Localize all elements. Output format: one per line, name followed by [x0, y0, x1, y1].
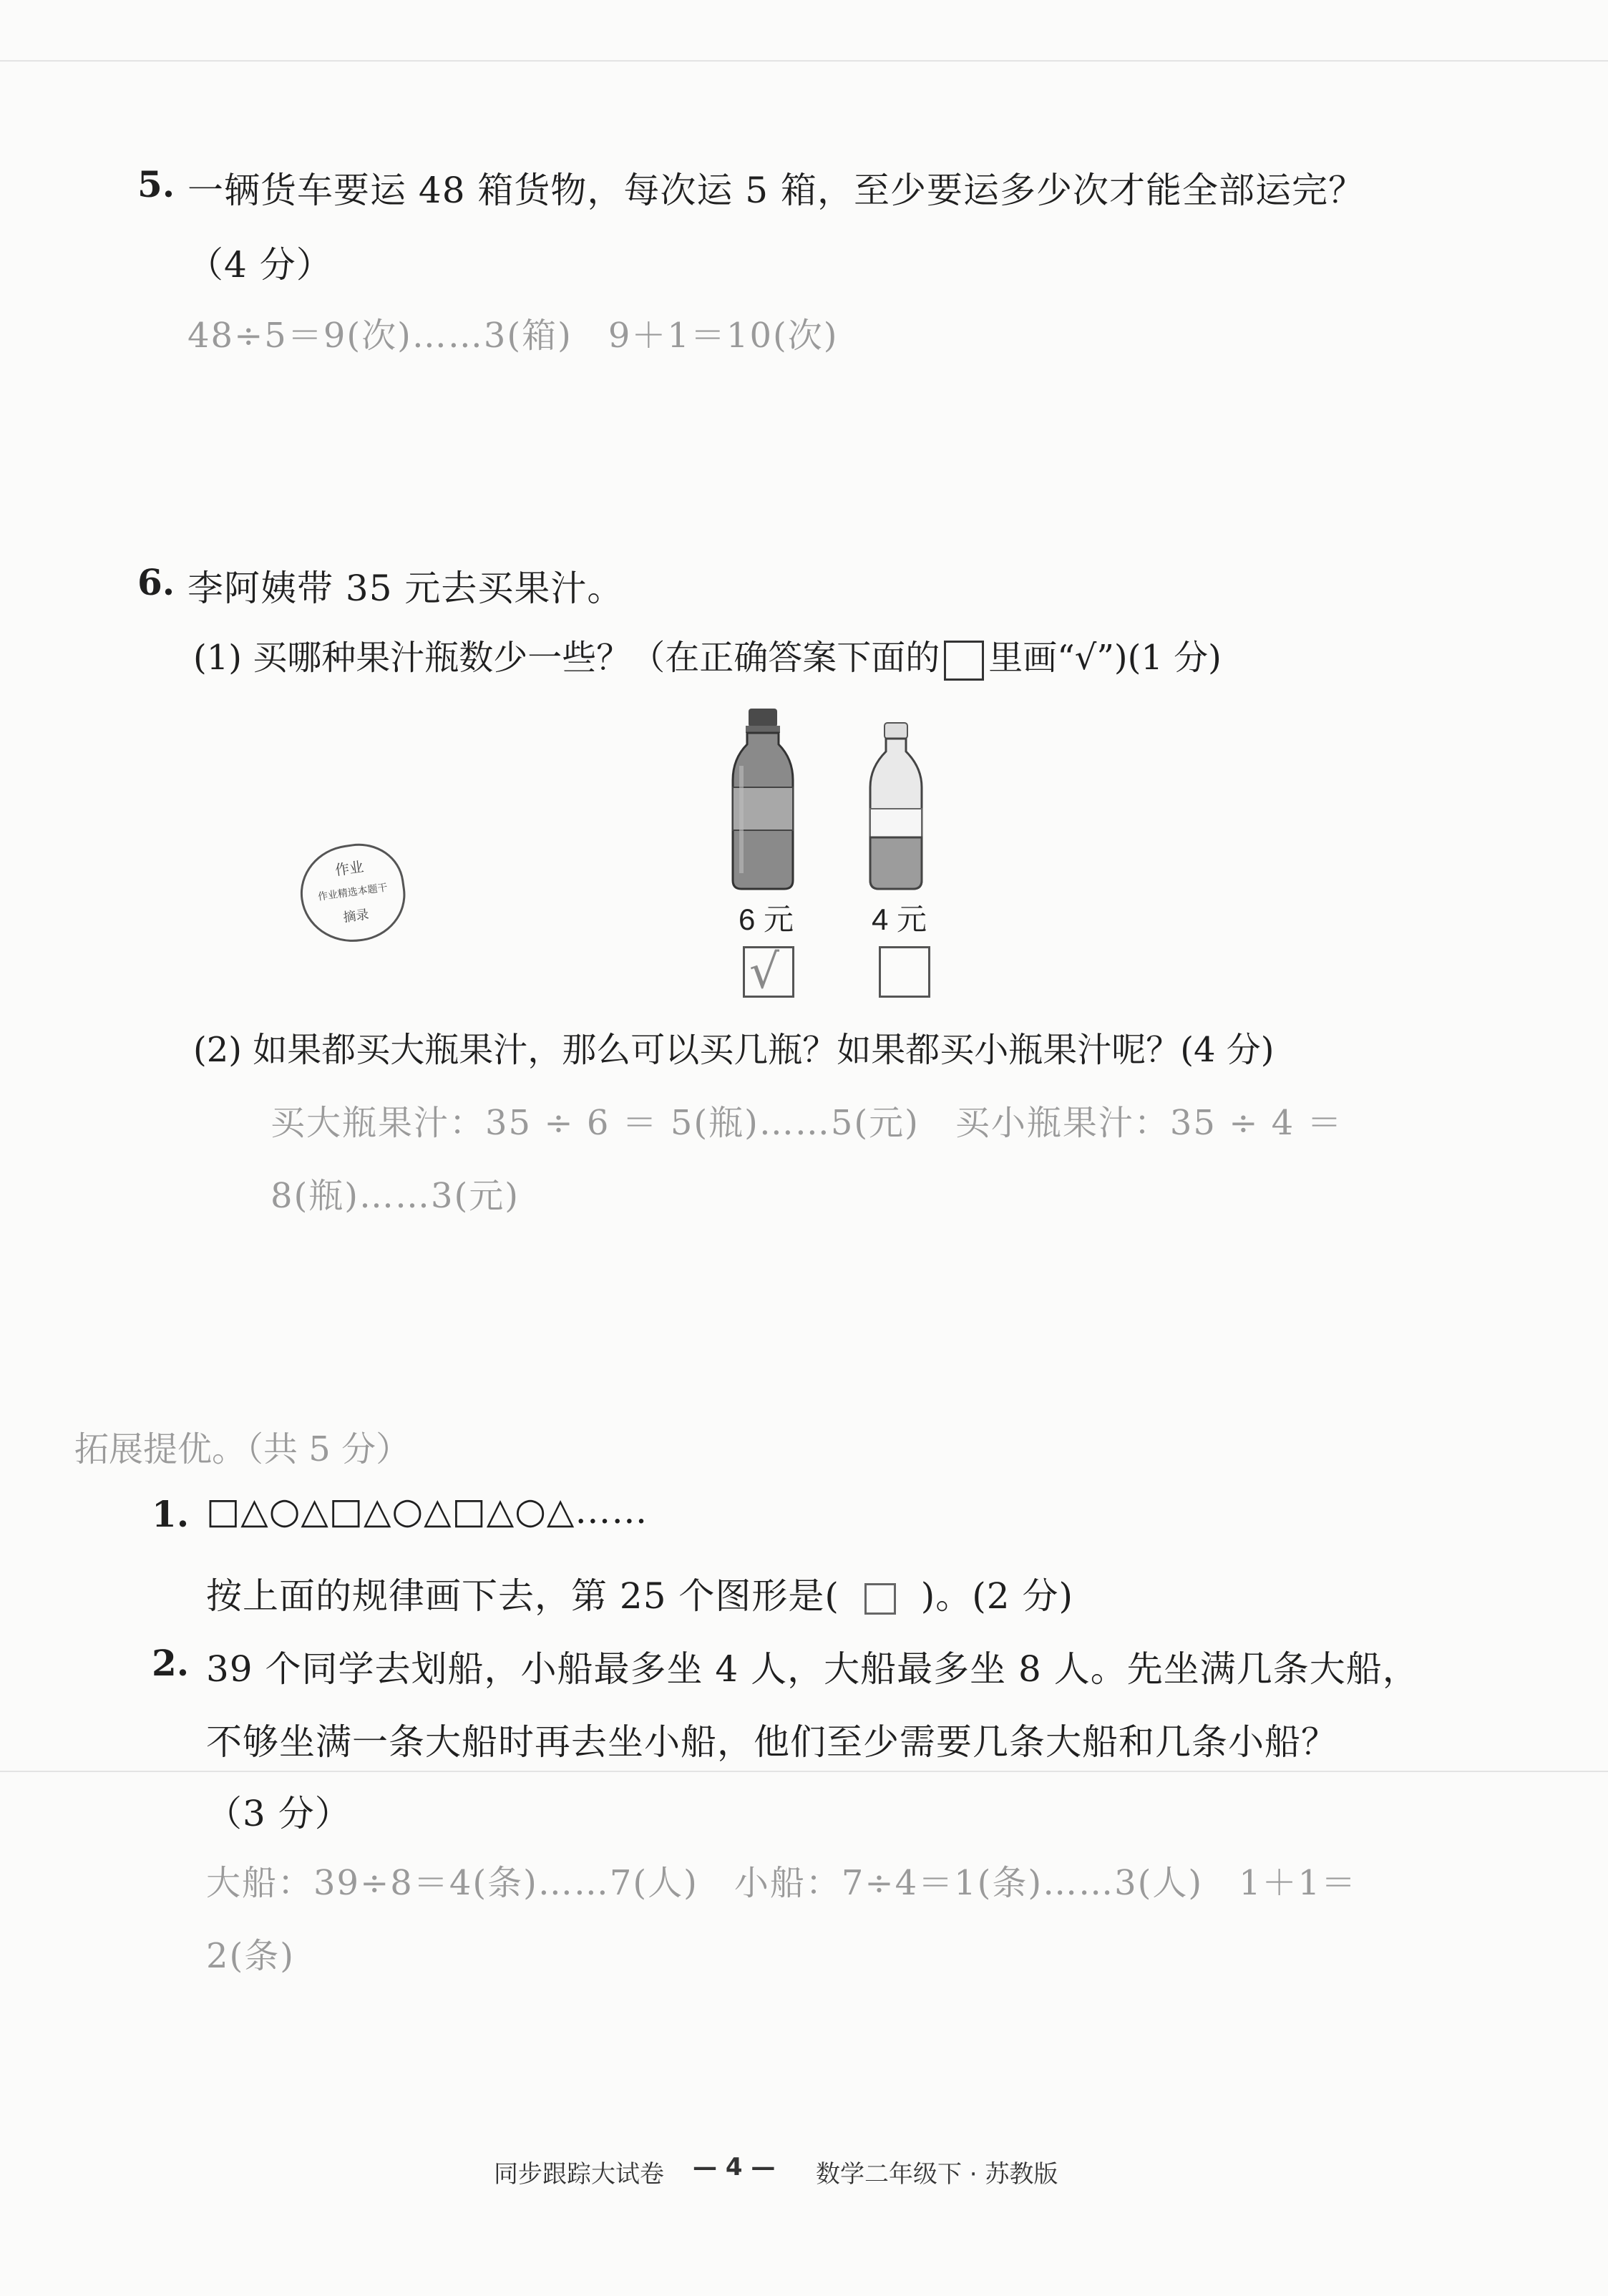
- e1-text-b: )。(2 分): [920, 1575, 1073, 1617]
- small-bottle-check-box[interactable]: [879, 946, 930, 998]
- q6-part1-text-a: (1) 买哪种果汁瓶数少一些？（在正确答案下面的: [193, 638, 940, 678]
- e1-number: 1.: [152, 1493, 190, 1535]
- middle-fold-line: [0, 1771, 1608, 1772]
- footer-left: 同步跟踪大试卷: [494, 2160, 664, 2189]
- e2-score: （3 分）: [206, 1793, 351, 1834]
- q5-answer: 48÷5＝9(次)……3(箱) 9＋1＝10(次): [187, 316, 839, 356]
- stamp-bottom-text: 摘录: [342, 907, 370, 926]
- e2-number: 2.: [152, 1642, 190, 1684]
- e1-sequence: □△○△□△○△□△○△……: [206, 1490, 648, 1532]
- check-mark-icon: √: [749, 944, 780, 999]
- small-bottle-icon: [870, 723, 922, 889]
- q5-text: 一辆货车要运 48 箱货物，每次运 5 箱，至少要运多少次才能全部运完？: [187, 170, 1365, 211]
- top-fold-line: [0, 60, 1608, 62]
- big-bottle-icon: [733, 709, 793, 889]
- q6-answer-line1: 买大瓶果汁：35 ÷ 6 ＝ 5(瓶)……5(元) 买小瓶果汁：35 ÷ 4 ＝: [271, 1103, 1343, 1143]
- section-heading: [74, 1421, 410, 1471]
- stamp-mid-text: 作业精选本题干: [317, 882, 389, 903]
- q6-part2: (2) 如果都买大瓶果汁，那么可以买几瓶？如果都买小瓶果汁呢？(4 分): [193, 1030, 1275, 1070]
- e1-text-a: 按上面的规律画下去，第 25 个图形是(: [206, 1575, 839, 1617]
- q6-part1-text-b: 里画“√”)(1 分): [988, 638, 1222, 678]
- section-score: （共 5 分）: [246, 1429, 411, 1469]
- e1-question: [206, 1567, 1073, 1619]
- big-bottle-check-box[interactable]: [743, 946, 794, 998]
- footer-right: 数学二年级下 · 苏教版: [816, 2160, 1058, 2189]
- q6-answer-line2: 8(瓶)……3(元): [271, 1176, 520, 1216]
- e2-answer-line2: 2(条): [206, 1936, 295, 1976]
- answer-box-icon: [944, 641, 984, 681]
- big-bottle-price: 6 元: [739, 903, 794, 936]
- e2-answer-line1: 大船：39÷8＝4(条)……7(人) 小船：7÷4＝1(条)……3(人) 1＋1＝: [206, 1863, 1358, 1903]
- q5-score: （4 分）: [187, 244, 333, 286]
- stamp-top-text: 作业: [333, 857, 365, 880]
- juice-bottles-illustration: [716, 701, 959, 895]
- q6-text: 李阿姨带 35 元去买果汁。: [187, 568, 624, 609]
- q6-number: 6.: [137, 561, 175, 603]
- e2-line1: 39 个同学去划船，小船最多坐 4 人，大船最多坐 8 人。先坐满几条大船，: [206, 1648, 1419, 1690]
- e2-line2: 不够坐满一条大船时再去坐小船，他们至少需要几条大船和几条小船？: [206, 1721, 1337, 1763]
- homework-stamp: [294, 838, 411, 949]
- q6-part1: [193, 630, 1222, 681]
- q5-number: 5.: [137, 163, 175, 205]
- e1-answer-square-icon: [864, 1583, 896, 1615]
- small-bottle-price: 4 元: [872, 903, 927, 936]
- section-title: 拓展提优。: [74, 1429, 247, 1469]
- footer-page-number: — 4 —: [693, 2153, 776, 2181]
